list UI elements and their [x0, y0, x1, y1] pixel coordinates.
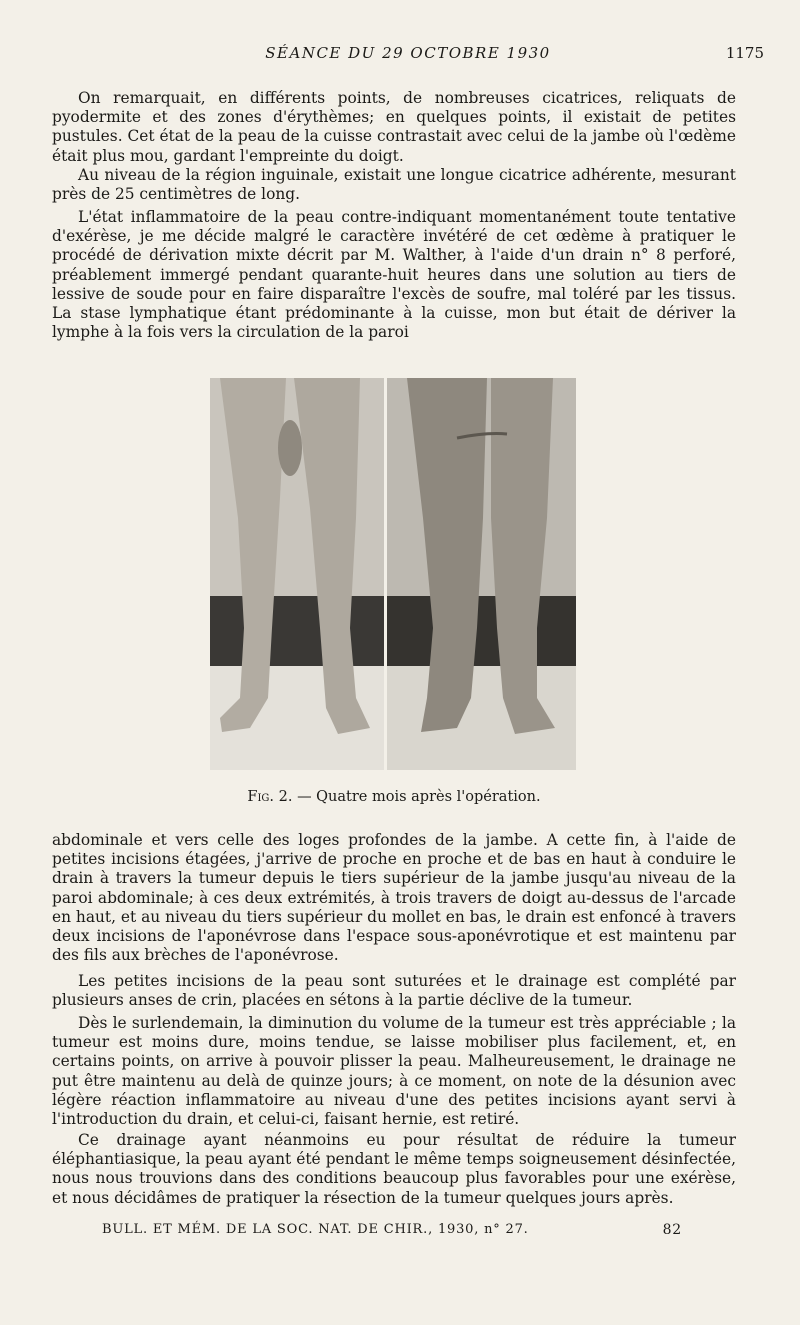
paragraph-7	[52, 1131, 736, 1208]
paragraph-6	[52, 1014, 736, 1129]
page-title: SÉANCE DU 29 OCTOBRE 1930	[265, 44, 551, 62]
paragraph-7-text: Ce drainage ayant néanmoins eu pour résultat de réduire la tumeur éléphantiasique, la peau ayant été pendant le même temps soigneusement désinfectée, nous nous trouvions dans des conditions beaucoup plus favorables pour une exérèse, et nous décidâmes de pratiquer la résection de la tumeur quelques jours après.	[52, 1131, 736, 1207]
running-header	[52, 44, 764, 66]
signature-mark: 82	[662, 1222, 682, 1238]
paragraph-3	[52, 208, 736, 342]
figure-caption	[52, 789, 736, 805]
paragraph-1-text: On remarquait, en différents points, de nombreuses cicatrices, reliquats de pyodermite et des zones d'érythèmes; en quelques points, il existait de petites pustules. Cet état de la peau de la cuisse contrastait avec celui de la jambe où l'œdème était plus mou, gardant l'empreinte du doigt.	[52, 89, 736, 165]
paragraph-6-text: Dès le surlendemain, la diminution du volume de la tumeur est très appréciable ; la tumeur est moins dure, moins tendue, se laisse mobiliser plus facilement, et, en certains points, on arrive à pouvoir plisser la peau. Malheureusement, le drainage ne put être maintenu au delà de quinze jours; à ce moment, on note de la désunion avec légère réaction inflammatoire au niveau d'une des petites incisions ayant servi à l'introduction du drain, et celui-ci, faisant hernie, est retiré.	[52, 1014, 736, 1129]
page-footer	[102, 1222, 682, 1237]
figure-caption-text: — Quatre mois après l'opération.	[297, 789, 541, 805]
photo-back-view	[387, 378, 576, 770]
journal-reference: BULL. ET MÉM. DE LA SOC. NAT. DE CHIR., 1930, n° 27.	[102, 1222, 529, 1237]
paragraph-3-text: L'état inflammatoire de la peau contre-indiquant momentanément toute tentative d'exérèse, je me décide malgré le caractère invétéré de cet œdème à pratiquer le procédé de dérivation mixte décrit par M. Walther, à l'aide d'un drain n° 8 perforé, préablement immergé pendant quarante-huit heures dans une solution au tiers de lessive de soude pour en faire disparaître l'excès de soufre, mal toléré par les tissus. La stase lymphatique étant prédominante à la cuisse, mon but était de dériver la lymphe à la fois vers la circulation de la paroi	[52, 208, 736, 342]
paragraph-2-text: Au niveau de la région inguinale, existait une longue cicatrice adhérente, mesurant près de 25 centimètres de long.	[52, 166, 736, 204]
paragraph-2	[52, 166, 736, 204]
paragraph-5-text: Les petites incisions de la peau sont suturées et le drainage est complété par plusieurs anses de crin, placées en sétons à la partie déclive de la tumeur.	[52, 972, 736, 1010]
page-number: 1175	[725, 44, 764, 62]
paragraph-4-text: abdominale et vers celle des loges profondes de la jambe. A cette fin, à l'aide de petites incisions étagées, j'arrive de proche en proche et de bas en haut à conduire le drain à travers la tumeur depuis le tiers supérieur de la jambe jusqu'au niveau de la paroi abdominale; à ces deux extrémités, à trois travers de doigt au-dessus de l'arcade en haut, et au niveau du tiers supérieur du mollet en bas, le drain est enfoncé à travers deux incisions de l'aponévrose dans l'espace sous-aponévrotique et est maintenu par des fils aux brèches de l'aponévrose.	[52, 831, 736, 965]
figure-label: Fig. 2.	[247, 789, 293, 805]
paragraph-5	[52, 972, 736, 1010]
paragraph-4	[52, 831, 736, 965]
photo-front-view	[210, 378, 384, 770]
figure-photograph	[210, 378, 576, 770]
paragraph-1	[52, 89, 736, 166]
